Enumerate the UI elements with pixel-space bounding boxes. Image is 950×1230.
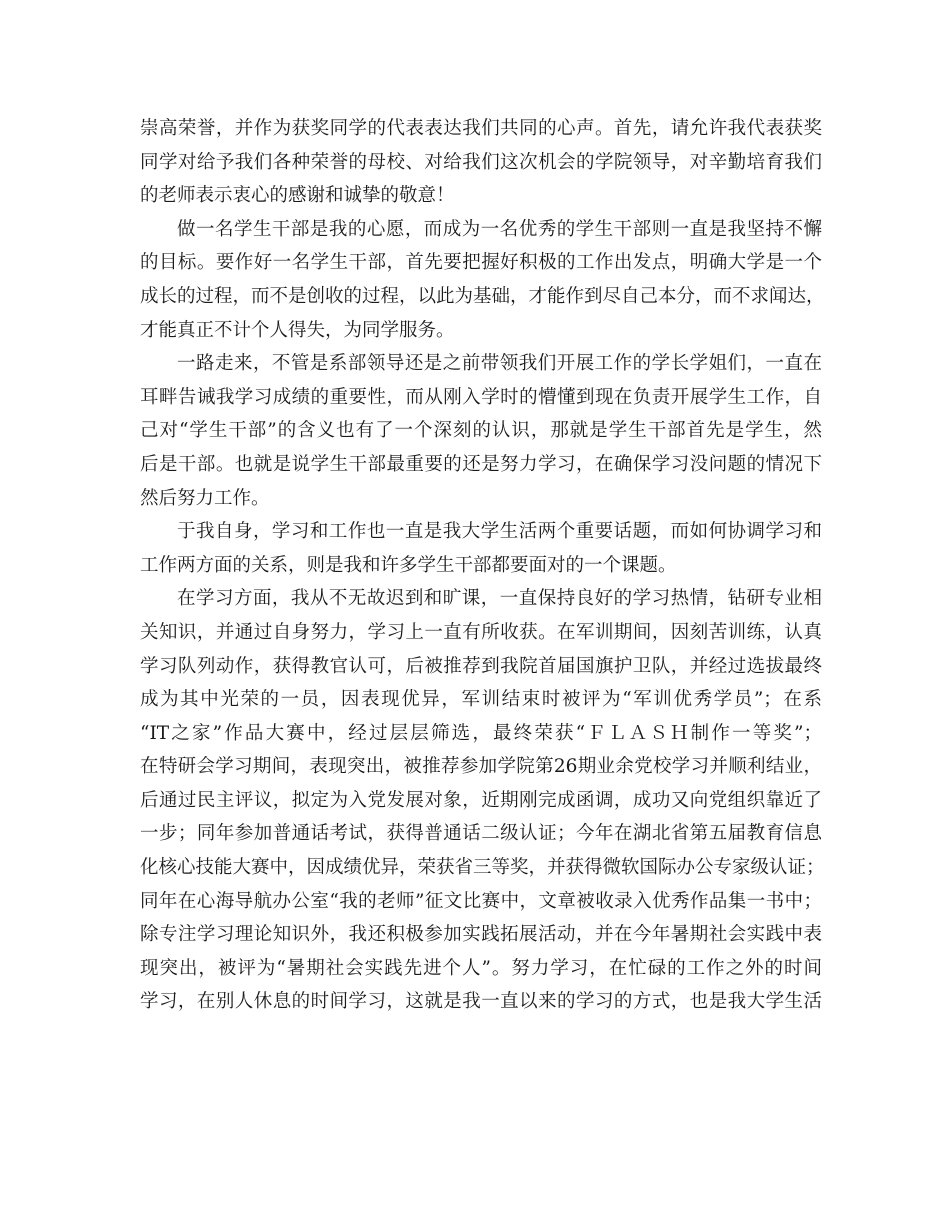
text-line: 后通过民主评议，拟定为入党发展对象，近期刚完成函调，成功又向党组织靠近了: [140, 789, 822, 811]
paragraph-start-line: 于我自身，学习和工作也一直是我大学生活两个重要话题，而如何协调学习和: [177, 521, 822, 543]
text-line: 同年在心海导航办公室“我的老师”征文比赛中，文章被收录入优秀作品集一书中；: [140, 890, 822, 912]
document-body: [140, 112, 825, 1019]
text-line: 学习，在别人休息的时间学习，这就是我一直以来的学习的方式，也是我大学生活: [140, 991, 822, 1013]
paragraph-start-line: 在学习方面，我从不无故迟到和旷课，一直保持良好的学习热情，钻研专业相: [177, 588, 822, 610]
text-line: 除专注学习理论知识外，我还积极参加实践拓展活动，并在今年暑期社会实践中表: [140, 924, 822, 946]
text-line: 己对“学生干部”的含义也有了一个深刻的认识，那就是学生干部首先是学生，然: [140, 420, 822, 442]
text-line: 同学对给予我们各种荣誉的母校、对给我们这次机会的学院领导，对辛勤培育我们: [140, 151, 822, 173]
text-line: 关知识，并通过自身努力，学习上一直有所收获。在军训期间，因刻苦训练，认真: [140, 621, 822, 643]
text-line: 才能真正不计个人得失，为同学服务。: [140, 319, 455, 341]
text-line: 在特研会学习期间，表现突出，被推荐参加学院第26期业余党校学习并顺利结业，: [140, 756, 822, 778]
text-line: 工作两方面的关系，则是我和许多学生干部都要面对的一个课题。: [140, 554, 677, 576]
text-line: 后是干部。也就是说学生干部最重要的还是努力学习，在确保学习没问题的情况下: [140, 453, 822, 475]
text-line: 学习队列动作，获得教官认可，后被推荐到我院首届国旗护卫队，并经过选拔最终: [140, 655, 822, 677]
text-line: “IT之家”作品大赛中，经过层层筛选，最终荣获“ＦＬＡＳＨ制作一等奖”；: [140, 722, 822, 744]
text-line: 化核心技能大赛中，因成绩优异，荣获省三等奖，并获得微软国际办公专家级认证；: [140, 857, 825, 879]
text-line: 然后努力工作。: [140, 487, 270, 509]
text-line: 一步；同年参加普通话考试，获得普通话二级认证；今年在湖北省第五届教育信息: [140, 823, 822, 845]
text-line: 耳畔告诫我学习成绩的重要性，而从刚入学时的懵懂到现在负责开展学生工作，自: [140, 386, 822, 408]
paragraph-start-line: 做一名学生干部是我的心愿，而成为一名优秀的学生干部则一直是我坚持不懈: [177, 218, 822, 240]
text-line: 成为其中光荣的一员，因表现优异，军训结束时被评为“军训优秀学员”；在系: [140, 689, 822, 711]
text-line: 的老师表示衷心的感谢和诚挚的敬意！: [140, 185, 455, 207]
text-line: 的目标。要作好一名学生干部，首先要把握好积极的工作出发点，明确大学是一个: [140, 252, 822, 274]
text-line: 崇高荣誉，并作为获奖同学的代表表达我们共同的心声。首先，请允许我代表获奖: [140, 118, 822, 139]
paragraph-start-line: 一路走来，不管是系部领导还是之前带领我们开展工作的学长学姐们，一直在: [177, 353, 822, 375]
text-line: 成长的过程，而不是创收的过程，以此为基础，才能作到尽自己本分，而不求闻达，: [140, 285, 825, 307]
text-line: 现突出，被评为“暑期社会实践先进个人”。努力学习，在忙碌的工作之外的时间: [140, 957, 822, 979]
